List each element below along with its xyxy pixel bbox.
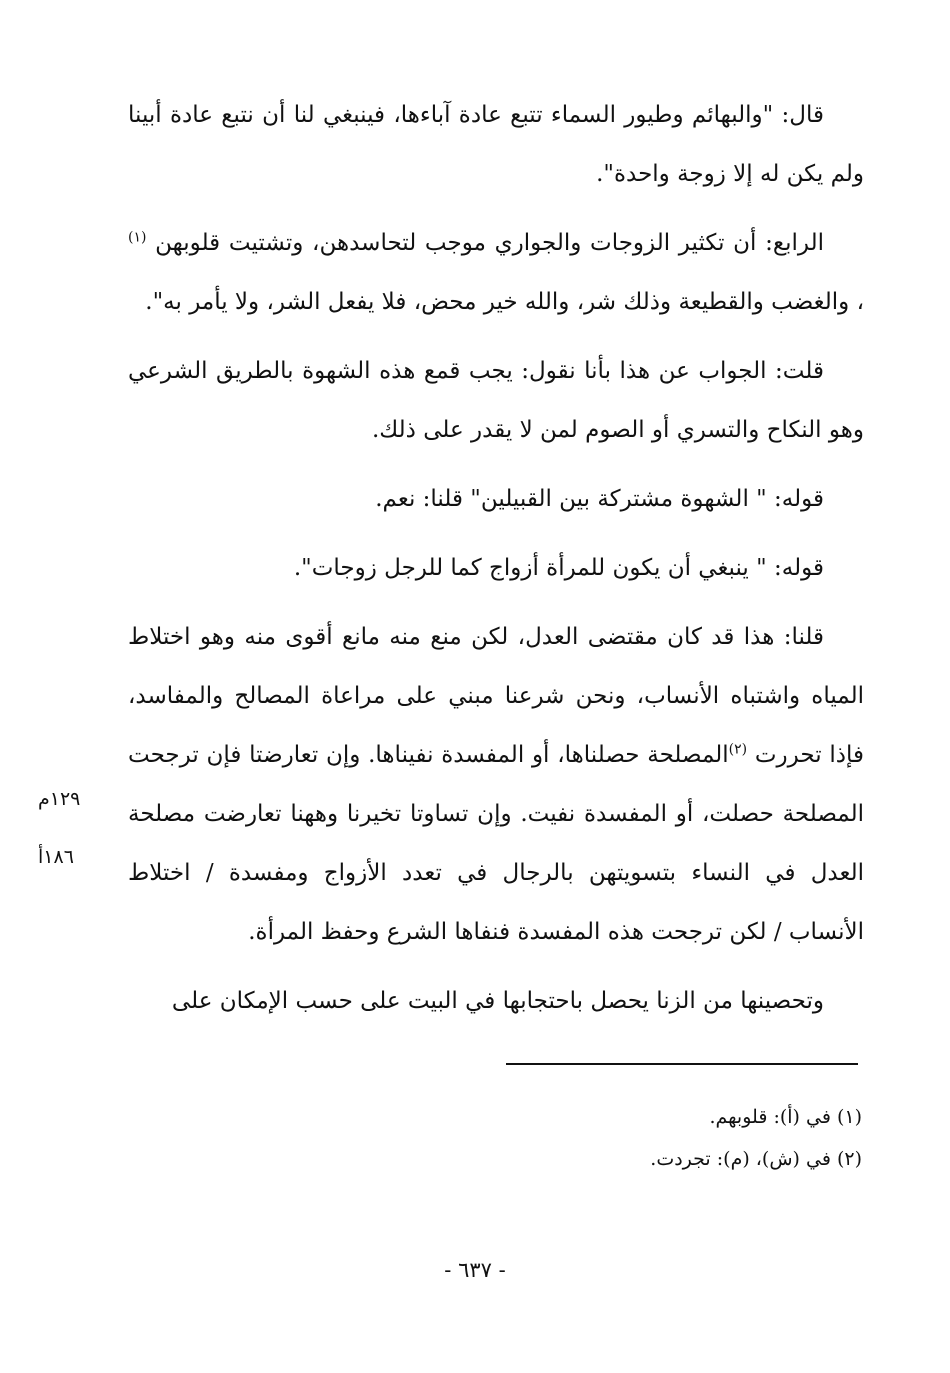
footnote-2: (٢) في (ش)، (م): تجردت. — [650, 1148, 862, 1170]
paragraph-6-part-b: المصلحة حصلناها، أو المفسدة نفيناها. وإن تعارضتا فإن ترجحت المصلحة حصلت، أو المفسدة نفيت. وإن تساوتا تخيرنا وههنا تعارضت مصلحة العدل في النساء بتسويتهن بالرجال في تعدد الأزواج ومفسدة / اختلاط الأنساب / لكن ترجحت هذه المفسدة فنفاها الشرع وحفظ المرأة. — [128, 742, 864, 945]
paragraph-3: قلت: الجواب عن هذا بأنا نقول: يجب قمع هذه الشهوة بالطريق الشرعي وهو النكاح والتسري أو الصوم لمن لا يقدر على ذلك. — [128, 358, 864, 443]
margin-note-manuscript-a: ١٨٦أ — [38, 846, 74, 868]
footnote-ref-2: (٢) — [728, 741, 748, 758]
paragraph-2-part-b: ، والغضب والقطيعة وذلك شر، والله خير محض، فلا يفعل الشر، ولا يأمر به". — [145, 289, 864, 315]
paragraph-2-part-a: الرابع: أن تكثير الزوجات والجواري موجب لتحاسدهن، وتشتيت قلوبهن — [155, 230, 825, 256]
paragraph-4: قوله: " الشهوة مشتركة بين القبيلين" قلنا: نعم. — [375, 486, 824, 512]
page-number: - ٦٣٧ - — [444, 1258, 506, 1282]
margin-note-manuscript-m: ١٢٩م — [38, 788, 81, 810]
paragraph-5: قوله: " ينبغي أن يكون للمرأة أزواج كما للرجل زوجات". — [293, 555, 824, 581]
footnotes — [362, 1096, 862, 1180]
footnote-ref-1: (١) — [128, 229, 147, 246]
paragraph-6 — [128, 608, 864, 962]
paragraph-7: وتحصينها من الزنا يحصل باحتجابها في البيت على حسب الإمكان على — [171, 988, 824, 1014]
main-text — [128, 86, 864, 1041]
footnote-1: (١) في (أ): قلوبهم. — [709, 1106, 862, 1128]
paragraph-1: قال: "والبهائم وطيور السماء تتبع عادة آباءها، فينبغي لنا أن نتبع عادة أبينا ولم يكن له إلا زوجة واحدة". — [128, 102, 864, 187]
paragraph-2 — [128, 214, 864, 332]
footnote-divider — [506, 1063, 858, 1065]
paragraph-6-part-a: قلنا: هذا قد كان مقتضى العدل، لكن منع منه مانع أقوى منه وهو اختلاط المياه واشتباه الأنساب، ونحن شرعنا مبني على مراعاة المصالح والمفاسد، فإذا تحررت — [128, 624, 864, 768]
